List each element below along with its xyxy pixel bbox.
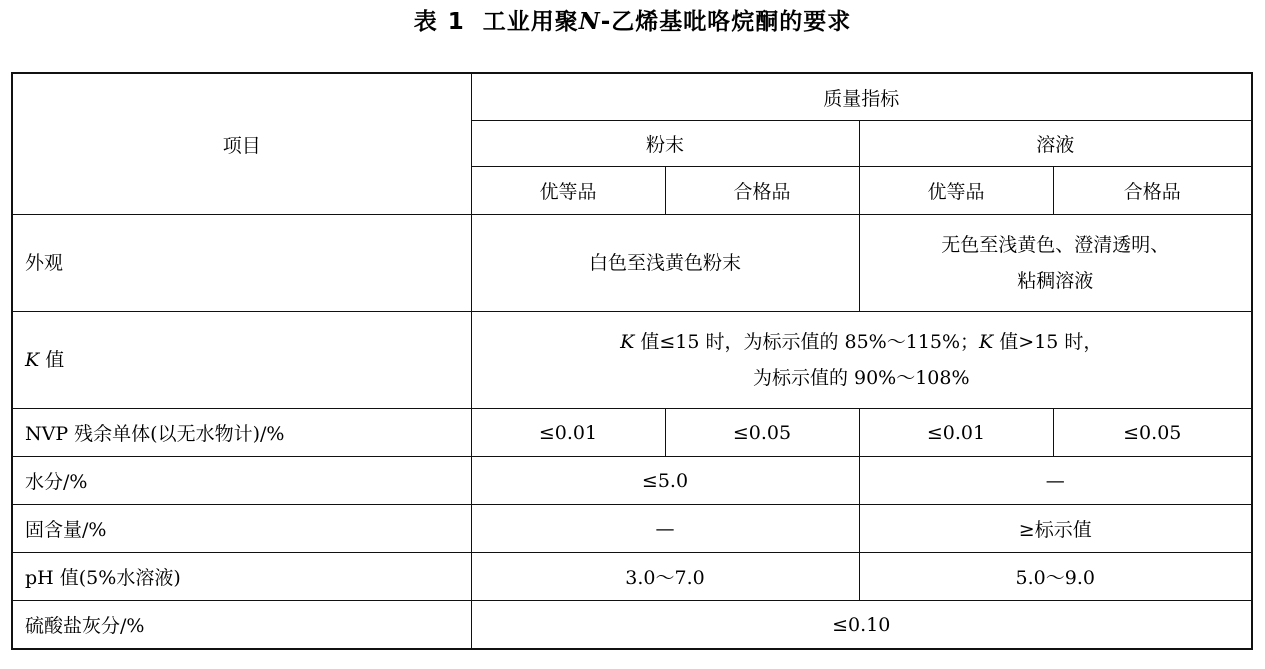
k-line1-text2: 值>15 时， [993,331,1103,353]
table-row-sulfate-ash [12,601,1252,650]
row-label-solid-content: 固含量/% [12,505,471,553]
appearance-powder: 白色至浅黄色粉末 [471,215,859,312]
row-label-ph: pH 值(5%水溶液) [12,553,471,601]
header-quality: 质量指标 [471,73,1252,121]
ph-solution: 5.0～9.0 [859,553,1252,601]
row-label-k-value [12,312,471,409]
header-item: 项目 [12,73,471,215]
header-row-1 [12,73,1252,121]
table-row-solid-content [12,505,1252,553]
appearance-solution [859,215,1252,312]
moisture-powder: ≤5.0 [471,457,859,505]
solid-solution: ≥标示值 [859,505,1252,553]
moisture-solution: — [859,457,1252,505]
solid-powder: — [471,505,859,553]
ph-powder: 3.0～7.0 [471,553,859,601]
appearance-solution-line1: 无色至浅黄色、澄清透明、 [941,234,1170,256]
title-prefix: 表 [413,9,438,35]
k-value-line2: 为标示值的 90%～108% [752,367,970,389]
row-label-sulfate-ash: 硫酸盐灰分/% [12,601,471,650]
header-powder-superior: 优等品 [471,167,665,215]
header-solution-qualified: 合格品 [1053,167,1252,215]
k-value-spec [471,312,1252,409]
row-label-nvp: NVP 残余单体(以无水物计)/% [12,409,471,457]
table-row-ph [12,553,1252,601]
k-line1-k2: K [979,331,994,353]
nvp-solution-superior: ≤0.01 [859,409,1053,457]
row-label-appearance: 外观 [12,215,471,312]
table-row-appearance [12,215,1252,312]
header-powder-qualified: 合格品 [665,167,859,215]
title-text-after: -乙烯基吡咯烷酮的要求 [600,9,852,35]
header-powder: 粉末 [471,121,859,167]
nvp-solution-qualified: ≤0.05 [1053,409,1252,457]
k-label-rest: 值 [39,349,65,371]
title-number: 1 [447,9,465,35]
nvp-powder-qualified: ≤0.05 [665,409,859,457]
table-row-nvp [12,409,1252,457]
sulfate-ash-value: ≤0.10 [471,601,1252,650]
k-line1-text1: 值≤15 时，为标示值的 85%～115%； [634,331,980,353]
title-text-before: 工业用聚 [482,9,579,35]
table-row-k-value [12,312,1252,409]
k-line1-k1: K [620,331,635,353]
k-label-italic: K [25,349,40,371]
table-row-moisture [12,457,1252,505]
nvp-powder-superior: ≤0.01 [471,409,665,457]
requirements-table [11,72,1253,650]
row-label-moisture: 水分/% [12,457,471,505]
header-solution-superior: 优等品 [859,167,1053,215]
appearance-solution-line2: 粘稠溶液 [1017,270,1094,292]
title-italic-letter: N [578,8,601,35]
table-title [0,2,1265,42]
k-value-line1 [484,324,1240,360]
header-solution: 溶液 [859,121,1252,167]
